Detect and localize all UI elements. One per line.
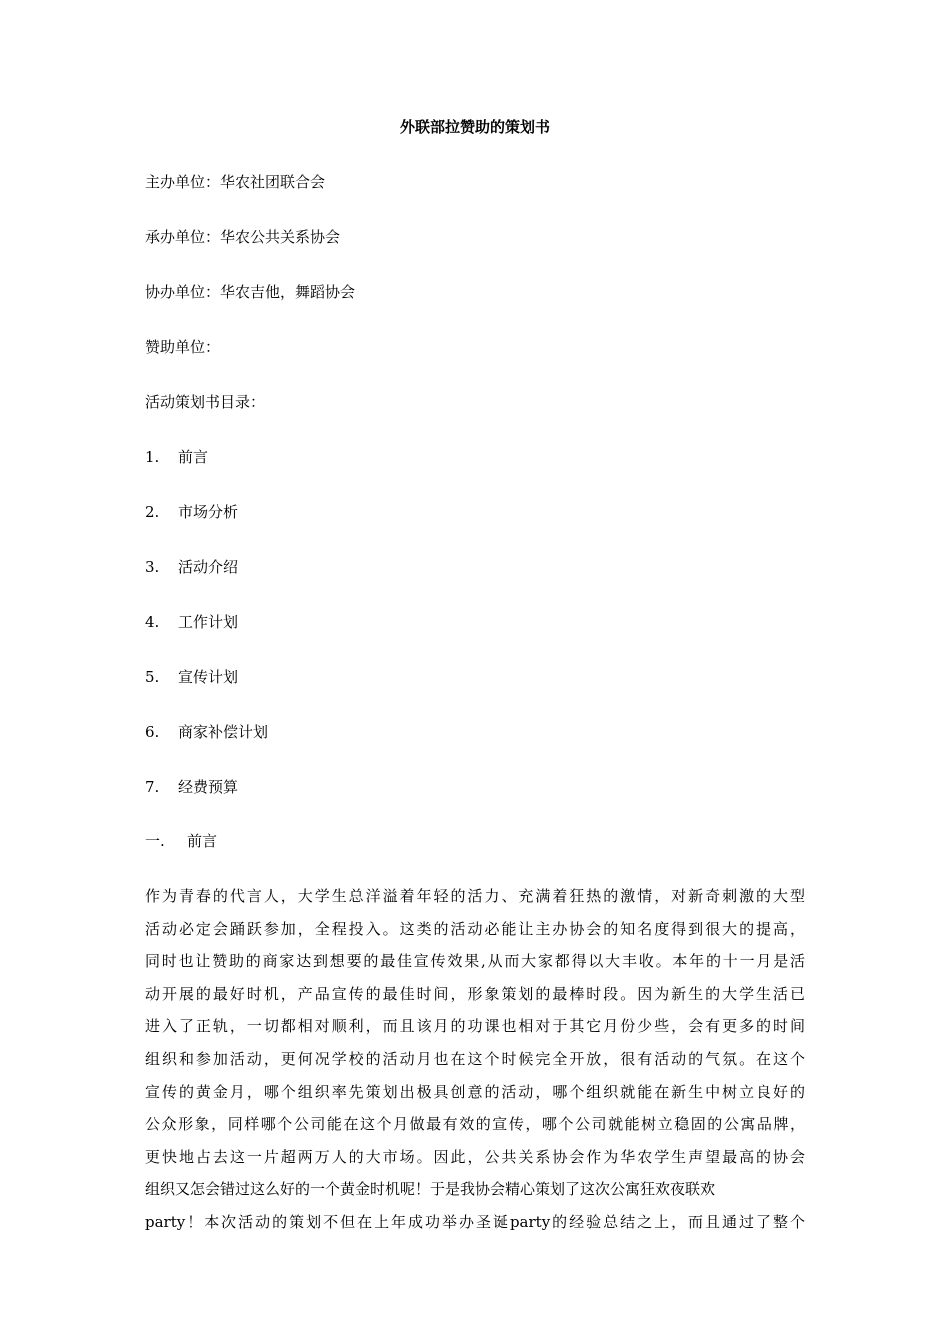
paragraph-line: 动开展的最好时机，产品宣传的最佳时间，形象策划的最棒时段。因为新生的大学生活已 [145, 984, 805, 1003]
organizer-line: 主办单位：华农社团联合会 [145, 173, 326, 191]
paragraph-line: 作为青春的代言人，大学生总洋溢着年轻的活力、充满着狂热的激情，对新奇刺激的大型 [145, 887, 805, 905]
section-label: 前言 [187, 832, 218, 850]
toc-item-label: 活动介绍 [178, 558, 239, 576]
toc-item-number: 4. [145, 613, 160, 631]
toc-item [145, 447, 208, 467]
paragraph-line: 同时也让赞助的商家达到想要的最佳宣传效果,从而大家都得以大丰收。本年的十一月是活 [145, 952, 805, 971]
toc-item-number: 2. [145, 503, 160, 521]
paragraph-line: 进入了正轨，一切都相对顺利，而且该月的功课也相对于其它月份少些，会有更多的时间 [145, 1017, 805, 1036]
co-organizer-line: 协办单位：华农吉他，舞蹈协会 [145, 283, 356, 301]
toc-item [145, 722, 268, 742]
toc-item [145, 777, 238, 797]
sponsor-line: 赞助单位： [145, 338, 221, 356]
paragraph-line: 组织和参加活动，更何况学校的活动月也在这个时候完全开放，很有活动的气氛。在这个 [145, 1049, 805, 1068]
toc-item-label: 商家补偿计划 [178, 723, 269, 741]
preface-paragraph [145, 880, 805, 1239]
paragraph-line: 活动必定会踊跃参加，全程投入。这类的活动必能让主办协会的知名度得到很大的提高， [145, 919, 805, 938]
toc-item [145, 557, 238, 577]
toc-item-number: 6. [145, 723, 160, 741]
paragraph-line: 组织又怎会错过这么好的一个黄金时机呢！于是我协会精心策划了这次公寓狂欢夜联欢 [145, 1180, 716, 1199]
toc-item-number: 1. [145, 448, 160, 466]
toc-item [145, 667, 238, 687]
toc-item-label: 工作计划 [178, 613, 239, 631]
section-number: 一. [145, 832, 165, 850]
toc-item-label: 前言 [178, 448, 209, 466]
paragraph-line: 更快地占去这一片超两万人的大市场。因此，公共关系协会作为华农学生声望最高的协会 [145, 1147, 805, 1166]
undertaker-line: 承办单位：华农公共关系协会 [145, 228, 341, 246]
paragraph-line: 公众形象，同样哪个公司能在这个月做最有效的宣传，哪个公司就能树立稳固的公寓品牌， [145, 1115, 805, 1134]
paragraph-line: party！本次活动的策划不但在上年成功举办圣诞party的经验总结之上，而且通过了整个 [145, 1212, 805, 1231]
toc-item-number: 5. [145, 668, 160, 686]
document-title: 外联部拉赞助的策划书 [399, 118, 550, 136]
toc-item-label: 宣传计划 [178, 668, 239, 686]
toc-item-number: 7. [145, 778, 160, 796]
section-heading [145, 831, 217, 851]
toc-item-label: 经费预算 [178, 778, 239, 796]
toc-item [145, 612, 238, 632]
toc-heading: 活动策划书目录： [145, 393, 266, 411]
toc-item [145, 502, 238, 522]
toc-item-number: 3. [145, 558, 160, 576]
toc-item-label: 市场分析 [178, 503, 239, 521]
paragraph-line: 宣传的黄金月，哪个组织率先策划出极具创意的活动，哪个组织就能在新生中树立良好的 [145, 1082, 805, 1101]
